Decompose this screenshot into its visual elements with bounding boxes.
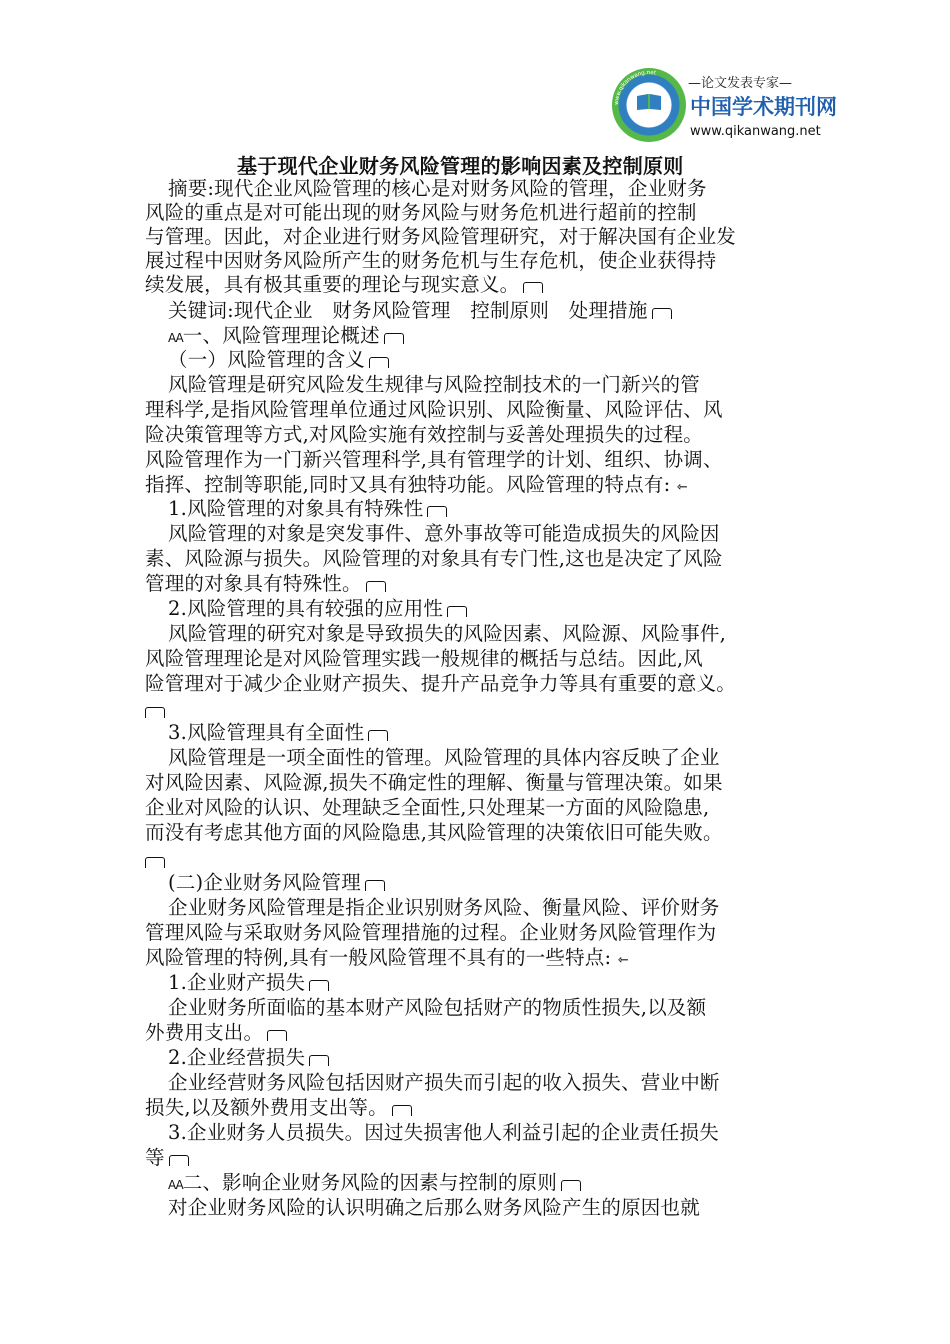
paragraph-mark bbox=[309, 1055, 329, 1066]
body-line: 素、风险源与损失。风险管理的对象具有专门性,这也是决定了风险 bbox=[145, 547, 723, 570]
body-line: 风险管理的特例,具有一般风险管理不具有的一些特点: ⇽ bbox=[145, 946, 629, 969]
line-break-glyph: ⇽ bbox=[676, 480, 688, 495]
item-heading: 2.企业经营损失 bbox=[168, 1046, 329, 1070]
paragraph-mark bbox=[267, 1030, 287, 1041]
paragraph-mark bbox=[169, 1155, 189, 1166]
paragraph-mark bbox=[309, 980, 329, 991]
body-line: 险决策管理等方式,对风险实施有效控制与妥善处理损失的过程。 bbox=[145, 423, 703, 446]
body-line: 外费用支出。 bbox=[145, 1021, 287, 1045]
line-break-glyph: ⇽ bbox=[617, 953, 629, 968]
logo-url: www.qikanwang.net bbox=[690, 124, 821, 139]
section-heading-2: AA二、影响企业财务风险的因素与控制的原则 bbox=[168, 1171, 581, 1197]
body-line: 企业对风险的认识、处理缺乏全面性,只处理某一方面的风险隐患, bbox=[145, 796, 710, 819]
logo-name: 中国学术期刊网 bbox=[690, 95, 837, 119]
body-line: 而没有考虑其他方面的风险隐患,其风险管理的决策依旧可能失败。 bbox=[145, 821, 723, 844]
body-line: 风险管理作为一门新兴管理科学,具有管理学的计划、组织、协调、 bbox=[145, 448, 723, 471]
keywords-line: 关键词:现代企业 财务风险管理 控制原则 处理措施 bbox=[168, 299, 672, 323]
body-line: 企业财务风险管理是指企业识别财务风险、衡量风险、评价财务 bbox=[168, 896, 720, 919]
item-heading: 2.风险管理的具有较强的应用性 bbox=[168, 597, 467, 621]
item-heading: 3.风险管理具有全面性 bbox=[168, 721, 388, 745]
site-logo bbox=[612, 66, 837, 148]
body-line: 管理的对象具有特殊性。 bbox=[145, 572, 386, 596]
body-line: 风险管理是研究风险发生规律与风险控制技术的一门新兴的管 bbox=[168, 373, 700, 396]
abstract-line-5: 续发展，具有极其重要的理论与现实意义。 bbox=[145, 273, 543, 297]
paragraph-mark bbox=[447, 606, 467, 617]
body-line: 对企业财务风险的认识明确之后那么财务风险产生的原因也就 bbox=[168, 1196, 700, 1219]
body-line: 险管理对于减少企业财产损失、提升产品竞争力等具有重要的意义。 bbox=[145, 672, 737, 695]
paragraph-mark bbox=[652, 308, 672, 319]
body-line: 指挥、控制等职能,同时又具有独特功能。风险管理的特点有: ⇽ bbox=[145, 473, 688, 496]
section-heading-1: AA一、风险管理理论概述 bbox=[168, 324, 404, 350]
paragraph-mark bbox=[523, 282, 543, 293]
item-heading: 1.风险管理的对象具有特殊性 bbox=[168, 497, 447, 521]
body-line: 等 bbox=[145, 1146, 189, 1170]
abstract-line-4: 展过程中因财务风险所产生的财务危机与生存危机，使企业获得持 bbox=[145, 249, 717, 272]
logo-slogan: —论文发表专家— bbox=[688, 76, 793, 91]
subsection-heading-1: （一）风险管理的含义 bbox=[168, 348, 389, 372]
body-line: 风险管理理论是对风险管理实践一般规律的概括与总结。因此,风 bbox=[145, 647, 703, 670]
body-line: 企业经营财务风险包括因财产损失而引起的收入损失、营业中断 bbox=[168, 1071, 720, 1094]
body-line: 损失,以及额外费用支出等。 bbox=[145, 1096, 412, 1120]
abstract-line-2: 风险的重点是对可能出现的财务风险与财务危机进行超前的控制 bbox=[145, 201, 697, 224]
body-line: 理科学,是指风险管理单位通过风险识别、风险衡量、风险评估、风 bbox=[145, 398, 723, 421]
body-line: 对风险因素、风险源,损失不确定性的理解、衡量与管理决策。如果 bbox=[145, 771, 723, 794]
body-line: 企业财务所面临的基本财产风险包括财产的物质性损失,以及额 bbox=[168, 996, 707, 1019]
abstract-line-1: 摘要:现代企业风险管理的核心是对财务风险的管理，企业财务 bbox=[168, 177, 707, 200]
book-icon bbox=[636, 93, 662, 111]
paragraph-mark bbox=[366, 581, 386, 592]
svg-text:www.qikanwang.net: www.qikanwang.net bbox=[613, 69, 657, 106]
paragraph-mark bbox=[368, 730, 388, 741]
subsection-heading-2: (二)企业财务风险管理 bbox=[168, 871, 385, 895]
item-heading: 3.企业财务人员损失。因过失损害他人利益引起的企业责任损失 bbox=[168, 1121, 719, 1144]
body-line: 风险管理是一项全面性的管理。风险管理的具体内容反映了企业 bbox=[168, 746, 720, 769]
body-line: 管理风险与采取财务风险管理措施的过程。企业财务风险管理作为 bbox=[145, 921, 717, 944]
paragraph-mark bbox=[384, 333, 404, 344]
abstract-line-3: 与管理。因此，对企业进行财务风险管理研究，对于解决国有企业发 bbox=[145, 225, 737, 248]
document-title: 基于现代企业财务风险管理的影响因素及控制原则 bbox=[237, 154, 684, 178]
body-line: 风险管理的研究对象是导致损失的风险因素、风险源、风险事件, bbox=[168, 622, 726, 645]
paragraph-mark bbox=[427, 506, 447, 517]
body-line: 风险管理的对象是突发事件、意外事故等可能造成损失的风险因 bbox=[168, 522, 720, 545]
paragraph-mark bbox=[369, 357, 389, 368]
paragraph-mark bbox=[145, 707, 165, 718]
paragraph-mark bbox=[561, 1180, 581, 1191]
item-heading: 1.企业财产损失 bbox=[168, 971, 329, 995]
paragraph-mark bbox=[392, 1105, 412, 1116]
paragraph-mark bbox=[145, 857, 165, 868]
paragraph-mark bbox=[365, 880, 385, 891]
